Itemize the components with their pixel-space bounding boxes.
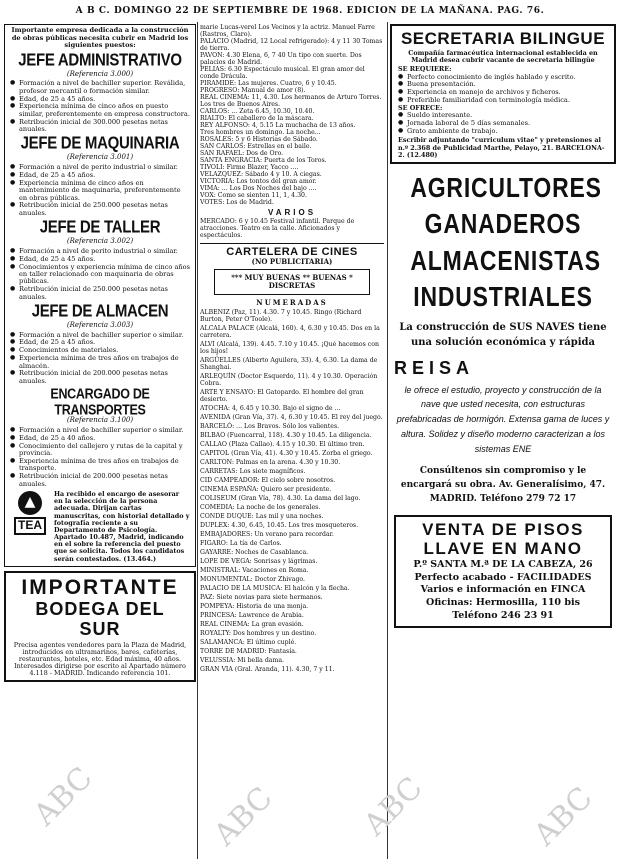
offers-list bbox=[398, 112, 608, 135]
requirement-item: ● Buena presentación. bbox=[407, 81, 608, 88]
cinema-listing: LOPE DE VEGA: Sonrisas y lágrimas. bbox=[200, 557, 318, 565]
cinema-listing: CID CAMPEADOR: El cielo sobre nosotros. bbox=[200, 476, 336, 484]
rating-legend: *** MUY BUENAS ** BUENAS * DISCRETAS bbox=[214, 269, 370, 295]
job-requirement-item: ● Retribución inicial de 250.000 pesetas netas anuales. bbox=[19, 286, 190, 301]
cinema-listing: EMBAJADORES: Un verano para recordar. bbox=[200, 530, 334, 538]
cinema-listing: POMPEYA: Historia de una monja. bbox=[200, 602, 309, 610]
program-line: VOX: Como se sienten 11, 1, 4.30. bbox=[200, 192, 307, 199]
cinema-listing: ARTE Y ENSAYO: El Gatopardo. El hombre del gran desierto. bbox=[200, 388, 364, 403]
tea-logo bbox=[10, 491, 50, 543]
job-requirement-item: ● Formación a nivel de perito industrial o similar. bbox=[19, 164, 190, 171]
secretaria-ad bbox=[390, 24, 616, 164]
page-header: A B C. DOMINGO 22 DE SEPTIEMBRE DE 1968. EDICION DE LA MAÑANA. PAG. 76. bbox=[75, 6, 545, 16]
job-reference: (Referencia 3.000) bbox=[66, 69, 134, 78]
program-line: PALACIO (Madrid, 12 Local refrigerado): 4 y 11 30 Tomas de tierra. bbox=[200, 38, 383, 52]
program-line: PROGRESO: Manual de amor (8). bbox=[200, 87, 306, 94]
job-requirements bbox=[10, 80, 190, 133]
job-requirement-item: ● Edad, de 25 a 45 años. bbox=[19, 96, 190, 103]
bodega-title-2: BODEGA DEL SUR bbox=[35, 599, 165, 640]
agri-text: La construcción de SUS NAVES tiene una solución económica y rápida bbox=[399, 322, 607, 348]
program-line: VOTES: Los de Madrid. bbox=[200, 199, 274, 206]
cinema-listing: GRAN VIA (Gral. Aranda, 11). 4.30, 7 y 11. bbox=[200, 665, 335, 673]
cinema-listing: GAYARRE: Noches de Casablanca. bbox=[200, 548, 309, 556]
cinema-listing: COMEDIA: La noche de los generales. bbox=[200, 503, 321, 511]
cinema-listing: CONDE DUQUE: Las mil y una noches. bbox=[200, 512, 324, 520]
cinema-listing: ARGÜELLES (Alberto Aguilera, 33). 4, 6.30. La dama de Shanghai. bbox=[200, 356, 378, 371]
secretaria-intro: Compañía farmacéutica internacional establecida en Madrid desea cubrir vacante de secretaria bilingüe bbox=[408, 49, 598, 65]
job-title: ENCARGADO DE TRANSPORTES bbox=[50, 386, 150, 419]
job-reference: (Referencia 3.100) bbox=[66, 416, 134, 425]
bodega-title-1: IMPORTANTE bbox=[21, 575, 179, 599]
reisa-logo: REISA bbox=[394, 358, 475, 379]
program-line: VIMA: ... Los Dos Noches del bajo .... bbox=[200, 185, 317, 192]
cinema-program-top bbox=[200, 24, 384, 206]
job-ad-box bbox=[4, 24, 196, 567]
program-line: TIVOLI: Firme Blazer, Yacco .... bbox=[200, 164, 299, 171]
tea-logo-text: TEA bbox=[14, 517, 46, 534]
requirement-item: ● Perfecto conocimiento de inglés hablado y escrito. bbox=[407, 74, 608, 81]
job-requirements bbox=[10, 248, 190, 301]
job-reference: (Referencia 3.003) bbox=[66, 320, 134, 329]
job-title: JEFE ADMINISTRATIVO bbox=[18, 50, 182, 70]
venta-line: Oficinas: Hermosilla, 110 bis bbox=[426, 597, 580, 609]
job-requirements bbox=[10, 427, 190, 488]
job-requirement-item: ● Retribución inicial de 250.000 pesetas netas anuales. bbox=[19, 202, 190, 217]
secretaria-footer: Escribir adjuntando "curriculum vitae" y pretensiones al n.º 2.368 de Publicidad Marthe, Pelayo, 21. BARCELONA-2. (12.480) bbox=[398, 136, 605, 159]
column-rule bbox=[197, 22, 198, 859]
cinema-listing: CALLAO (Plaza Callao). 4.15 y 10.30. El último tren. bbox=[200, 440, 365, 448]
reisa-text: le ofrece el estudio, proyecto y construcción de la nave que usted necesita, con estructuras prefabricadas de hormigón. Extensa gama de luces y altura. Solidez y diseño moderno caracterizan a los sistemas ENE bbox=[396, 384, 610, 454]
job-requirement-item: ● Formación a nivel de bachiller superior o similar. bbox=[19, 332, 190, 339]
cinema-listing: ROYALTY: Dos hombres y un destino. bbox=[200, 629, 317, 637]
offer-item: ● Grato ambiente de trabajo. bbox=[407, 128, 608, 135]
cinema-listing: ARLEQUÍN (Doctor Esquerdo, 11). 4 y 10.30. Operación Cobra. bbox=[200, 372, 378, 387]
bodega-ad bbox=[4, 571, 196, 683]
job-requirement-item: ● Retribución inicial de 200.000 pesetas netas anuales. bbox=[19, 473, 190, 488]
agri-headline-word: AGRICULTORES bbox=[410, 171, 602, 203]
job-title: JEFE DE ALMACEN bbox=[31, 301, 169, 322]
varios-text: MERCADO: 6 y 10.45 Festival infantil. Parque de atracciones. Teatro en la calle. Aficionados y espectáculos. bbox=[200, 217, 355, 239]
job-requirement-item: ● Retribución inicial de 300.000 pesetas netas anuales. bbox=[19, 119, 190, 134]
cinema-listing: SALAMANCA: El último cuplé. bbox=[200, 638, 297, 646]
cinema-listing: ALCALA PALACE (Alcalá, 160). 4, 6.30 y 10.45. Dos en la carretera. bbox=[200, 324, 380, 339]
abc-watermark: ABC bbox=[527, 780, 600, 853]
column-middle bbox=[200, 24, 384, 859]
program-line: REY ALFONSO: 4, 5.15 La muchacha de 13 años. bbox=[200, 122, 356, 129]
cinema-listing: CAPITOL (Gran Vía, 41). 4.30 y 10.45. Zorba el griego. bbox=[200, 449, 373, 457]
job-requirement-item: ● Experiencia mínima de cinco años en puesto similar, preferentemente en empresa constructora. bbox=[19, 103, 190, 118]
cinema-listing: DUPLEX: 4.30, 6.45, 10.45. Los tres mosqueteros. bbox=[200, 521, 359, 529]
program-line: marie Lucas-verel Los Vecinos y la actriz. Manuel Farre (Rastros, Claro). bbox=[200, 24, 375, 38]
cinema-listing: TORRE DE MADRID: Fantasía. bbox=[200, 647, 297, 655]
job-requirement-item: ● Edad, de 25 a 40 años. bbox=[19, 435, 190, 442]
program-line: REAL CINEMA: 11, 4.30. Los hermanos de Arturo Torres. Los tres de Buenos Aires. bbox=[200, 94, 382, 108]
cinema-listing: CINEMA ESPAÑA: Quiero ser presidente. bbox=[200, 485, 332, 493]
venta-lines bbox=[402, 520, 604, 623]
offer-item: ● Sueldo interesante. bbox=[407, 112, 608, 119]
secretaria-title: SECRETARIA BILINGUE bbox=[400, 29, 606, 48]
program-line: CARLOS: ... Zeta 6.45, 10.30, 10.40. bbox=[200, 108, 315, 115]
requires-list bbox=[398, 74, 608, 105]
bodega-text: Precisa agentes vendedores para la Plaza de Madrid, introducidos en ultramarinos, bares, cafeterías, restaurantes, hoteles, etc. Edad máxima, 40 años. Interesados dirigirse por escrito al Apartado número 4.118 - MADRID. Indicando referencia 101. bbox=[13, 640, 187, 678]
venta-line: Varios e información en FINCA bbox=[420, 584, 586, 596]
offer-item: ● Jornada laboral de 5 días semanales. bbox=[407, 120, 608, 127]
program-line: PIRAMIDE: Las mujeres. Cuatro, 6 y 10.45. bbox=[200, 80, 337, 87]
job-title: JEFE DE MAQUINARIA bbox=[20, 134, 180, 154]
numeradas-heading: NUMERADAS bbox=[256, 297, 328, 307]
job-requirement-item: ● Conocimiento del callejero y rutas de la capital y provincia. bbox=[19, 443, 190, 458]
venta-line: LLAVE EN MANO bbox=[423, 539, 583, 559]
agri-headline-word: ALMACENISTAS bbox=[410, 244, 601, 276]
abc-watermark: ABC bbox=[207, 780, 280, 853]
column-rule bbox=[387, 22, 388, 859]
job-requirement-item: ● Experiencia mínima de tres años en trabajos de almacén. bbox=[19, 355, 190, 370]
cinema-listing: PALACIO DE LA MUSICA: El halcón y la flecha. bbox=[200, 584, 350, 592]
program-line: PELIAS: 6.30 Espectáculo musical. El gran amor del conde Drácula. bbox=[200, 66, 365, 80]
requires-heading: SE REQUIERE: bbox=[398, 65, 452, 74]
program-line: ROSALES: 5 y 6 Historias de Sábado. bbox=[200, 136, 318, 143]
job-reference: (Referencia 3.002) bbox=[66, 237, 134, 246]
program-line: VELAZQUEZ: Sábado 4 y 10. A ciegas. bbox=[200, 171, 322, 178]
program-line: Tres hombres un domingo. La noche... bbox=[200, 129, 321, 136]
job-requirement-item: ● Edad, de 25 a 45 años. bbox=[19, 256, 190, 263]
tea-text: Ha recibido el encargo de asesorar en la selección de la persona adecuada. Dirijan cartas manuscritas, con historial detallado y fotografía reciente a su Departamento de Psicología. Apartado 10.487, Madrid, indicando en el sobre la referencia del puesto que se solicita. Todos los candidatos serán contestados. (13.464.) bbox=[54, 490, 190, 563]
abc-watermark: ABC bbox=[27, 760, 100, 833]
cinema-listing: ATOCHA: 4, 6.45 y 10.30. Bajo el signo de ... bbox=[200, 404, 341, 412]
job-ad-intro: Importante empresa dedicada a la construcción de obras públicas necesita cubrir en Madrid los siguientes puestos: bbox=[11, 26, 189, 50]
agri-headline-word: GANADEROS bbox=[424, 208, 582, 240]
venta-line: P.º SANTA M.ª DE LA CABEZA, 26 bbox=[413, 558, 593, 570]
job-requirement-item: ● Retribución inicial de 200.000 pesetas netas anuales. bbox=[19, 370, 190, 385]
cinema-listing: BARCELÓ: ... Los Bravos. Sólo los valientes. bbox=[200, 422, 340, 430]
cartelera-subtitle: (NO PUBLICITARIA) bbox=[251, 257, 333, 267]
program-line: SANTA ENGRACIA: Puerta de los Toros. bbox=[200, 157, 327, 164]
cinema-listing: MONUMENTAL: Doctor Zhivago. bbox=[200, 575, 305, 583]
cinema-listing: BILBAO (Fuencarral, 118). 4.30 y 10.45. La diligencia. bbox=[200, 431, 372, 439]
column-left bbox=[4, 24, 196, 859]
job-requirement-item: ● Experiencia mínima de tres años en trabajos de transporte. bbox=[19, 458, 190, 473]
job-requirement-item: ● Formación a nivel de bachiller superior. Reválida, profesor mercantil o formación similar. bbox=[19, 80, 190, 95]
job-requirements bbox=[10, 332, 190, 386]
program-line: RIALTO: El caballero de la máscara. bbox=[200, 115, 314, 122]
job-requirement-item: ● Conocimientos y experiencia mínima de cinco años en taller relacionado con maquinaria de obras públicas. bbox=[19, 264, 190, 286]
job-requirement-item: ● Conocimientos de materiales. bbox=[19, 347, 190, 354]
venta-pisos-ad bbox=[394, 515, 612, 628]
cinema-listing: AVENIDA (Gran Vía, 37). 4, 6.30 y 10.45. El rey del juego. bbox=[200, 413, 383, 421]
cinema-listing: PRINCESA: Lawrence de Arabia. bbox=[200, 611, 304, 619]
reisa-contact: Consúltenos sin compromiso y le encargará su obra. Av. Generalísimo, 47. MADRID. Teléfono 279 72 17 bbox=[400, 465, 606, 504]
abc-watermark: ABC bbox=[357, 770, 430, 843]
divider bbox=[200, 243, 384, 244]
job-requirement-item: ● Formación a nivel de bachiller superior o similar. bbox=[19, 427, 190, 434]
cinema-listing: MINISTRAL: Vacaciones en Roma. bbox=[200, 566, 309, 574]
requirement-item: ● Experiencia en manejo de archivos y ficheros. bbox=[407, 89, 608, 96]
varios-heading: VARIOS bbox=[267, 208, 317, 217]
program-line: SAN RAFAEL: Dos de Oro. bbox=[200, 150, 284, 157]
venta-line: Perfecto acabado - FACILIDADES bbox=[414, 571, 592, 583]
job-requirement-item: ● Experiencia mínima de cinco años en mantenimiento de maquinaria, preferentemente en obras públicas. bbox=[19, 180, 190, 202]
venta-line: Teléfono 246 23 91 bbox=[452, 609, 554, 621]
job-requirements bbox=[10, 164, 190, 217]
cinema-listings bbox=[200, 309, 384, 673]
column-right bbox=[390, 24, 616, 859]
cinema-listing: FIGARO: La tía de Carlos. bbox=[200, 539, 282, 547]
program-line: VICTORIA: Los tontos del gran amor. bbox=[200, 178, 317, 185]
reisa-ad bbox=[390, 170, 616, 507]
cinema-listing: ALVI (Alcalá, 139). 4.45. 7.10 y 10.45. ¡Qué hacemos con los hijos! bbox=[200, 340, 379, 355]
job-requirement-item: ● Edad, de 25 a 45 años. bbox=[19, 172, 190, 179]
venta-line: VENTA DE PISOS bbox=[422, 519, 584, 539]
offers-heading: SE OFRECE: bbox=[398, 104, 443, 113]
job-requirement-item: ● Edad, de 25 a 45 años. bbox=[19, 339, 190, 346]
cartelera-title: CARTELERA DE CINES bbox=[226, 245, 358, 258]
cinema-listing: VELUSSIA: Mi bella dama. bbox=[200, 656, 284, 664]
cinema-listing: ALBENIZ (Paz, 11). 4.30. 7 y 10.45. Ringo (Richard Burton, Peter O'Toole). bbox=[200, 308, 362, 323]
tea-block bbox=[10, 491, 190, 563]
cinema-listing: REAL CINEMA: La gran evasión. bbox=[200, 620, 304, 628]
program-line: SAN CARLOS: Estrellas en el baile. bbox=[200, 143, 312, 150]
cinema-listing: CARLTON: Palmas en la arena. 4.30 y 10.30. bbox=[200, 458, 341, 466]
job-reference: (Referencia 3.001) bbox=[66, 153, 134, 162]
cinema-listing: COLISEUM (Gran Vía, 78). 4.30. La dama del lago. bbox=[200, 494, 361, 502]
job-list bbox=[10, 50, 190, 488]
job-requirement-item: ● Formación a nivel de perito industrial o similar. bbox=[19, 248, 190, 255]
agri-headline-word: INDUSTRIALES bbox=[413, 281, 593, 313]
tea-flame-icon: ▲ bbox=[18, 491, 42, 515]
requirement-item: ● Preferible familiaridad con terminología médica. bbox=[407, 97, 608, 104]
agri-headline bbox=[390, 170, 616, 316]
cinema-listing: CARRETAS: Los siete magníficos. bbox=[200, 467, 306, 475]
job-title: JEFE DE TALLER bbox=[39, 217, 161, 238]
cinema-listing: PAZ: Siete novias para siete hermanos. bbox=[200, 593, 323, 601]
program-line: PAVON: 4.30 Elena, 6, 7 40 Un tipo con suerte. Dos palacios de Madrid. bbox=[200, 52, 362, 66]
